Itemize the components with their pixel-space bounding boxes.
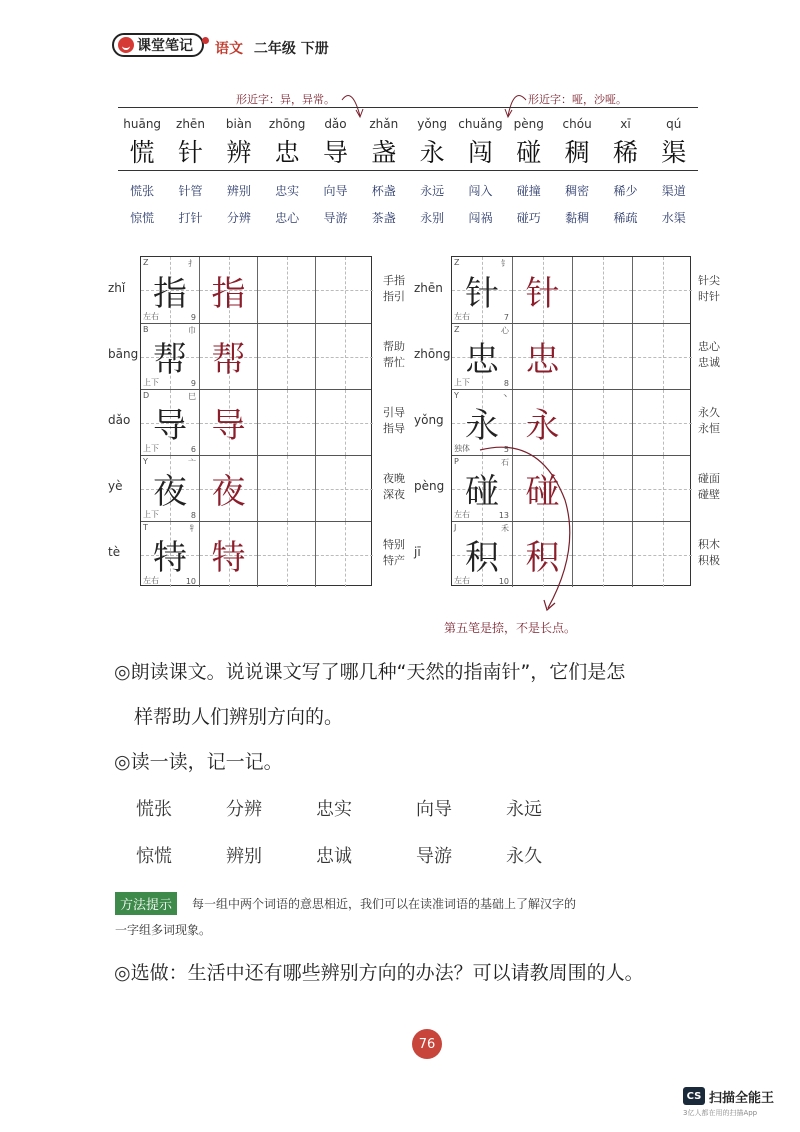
- stroke-count: 10: [498, 577, 509, 586]
- pinyin: zhōng: [268, 117, 306, 131]
- task-1-line-1: [114, 657, 625, 684]
- read-word: 辨别: [226, 846, 262, 867]
- blank-cell[interactable]: [257, 522, 315, 587]
- trace-cell: [199, 324, 257, 389]
- sample-cell: [141, 324, 199, 389]
- initial-letter: P: [454, 457, 459, 466]
- trace-char: 忠: [525, 340, 560, 380]
- volume-label: 下册: [300, 41, 329, 57]
- vocab-char: 慌: [129, 138, 155, 167]
- read-word: 永久: [506, 846, 542, 867]
- blank-cell[interactable]: [315, 324, 373, 389]
- trace-cell: [512, 522, 572, 587]
- writing-grid-left: [140, 256, 372, 586]
- radical: 巳: [188, 392, 196, 401]
- model-char: 永: [465, 406, 499, 446]
- task-2-text: 读一读，记一记。: [130, 751, 283, 773]
- task-3-text: 选做：生活中还有哪些辨别方向的办法？可以请教周围的人。: [130, 962, 644, 984]
- row-words: [383, 273, 405, 305]
- row-pinyin: jī: [414, 545, 421, 559]
- trace-char: 特: [211, 538, 246, 578]
- model-char: 帮: [153, 340, 187, 380]
- blank-cell[interactable]: [632, 324, 692, 389]
- trace-char: 导: [211, 406, 246, 446]
- vocab-pinyin-row: [118, 117, 698, 131]
- sample-cell: [141, 390, 199, 455]
- pinyin: pèng: [513, 117, 544, 131]
- trace-char: 永: [525, 406, 560, 446]
- method-tip-tag: 方法提示: [115, 892, 177, 915]
- task-1-text-a: 朗读课文。说说课文写了哪几种“天然的指南针”，它们是怎: [130, 661, 626, 683]
- vocab-word: 碰撞: [516, 184, 541, 198]
- bullet-icon: ◎: [114, 962, 131, 984]
- row-pinyin: zhōng: [414, 347, 451, 361]
- read-word: 忠诚: [316, 846, 352, 867]
- word: 夜晚: [383, 472, 405, 485]
- trace-cell: [512, 324, 572, 389]
- camscanner-name: 扫描全能王: [709, 1091, 775, 1106]
- trace-char: 碰: [525, 472, 560, 512]
- sample-cell: [452, 257, 512, 323]
- read-word: 分辨: [226, 799, 262, 820]
- vocab-word: 针管: [178, 184, 203, 198]
- sample-cell: [452, 522, 512, 587]
- read-word: 忠实: [316, 799, 352, 820]
- word: 指导: [383, 422, 405, 435]
- vocab-char: 永: [419, 138, 445, 167]
- vocab-word: 惊慌: [130, 211, 155, 225]
- trace-char: 针: [525, 273, 560, 314]
- model-char: 夜: [153, 472, 187, 512]
- structure: 左右: [454, 312, 470, 321]
- task-1-line-2: 样帮助人们辨别方向的。: [134, 706, 344, 728]
- vocab-word: 水渠: [661, 211, 686, 225]
- task-2: [114, 747, 283, 774]
- trace-cell: [512, 390, 572, 455]
- trace-cell: [199, 390, 257, 455]
- method-tip-line-1: 每一组中两个词语的意思相近，我们可以在读准词语的基础上了解汉字的: [192, 897, 577, 911]
- grid-row: [141, 455, 371, 521]
- pinyin: chuǎng: [458, 117, 503, 131]
- row-words: [383, 471, 405, 503]
- stroke-count: 7: [503, 313, 509, 322]
- smile-icon: [118, 37, 134, 53]
- blank-cell[interactable]: [632, 456, 692, 521]
- vocab-words-row-1: [118, 182, 698, 199]
- vocab-word: 碰巧: [516, 211, 541, 225]
- blank-cell[interactable]: [632, 257, 692, 323]
- blank-cell[interactable]: [315, 456, 373, 521]
- grid-row: [452, 455, 690, 521]
- blank-cell[interactable]: [315, 522, 373, 587]
- vocab-char: 稀: [612, 138, 638, 167]
- stroke-count: 6: [190, 445, 196, 454]
- word: 永恒: [698, 422, 720, 435]
- stroke-count: 8: [503, 379, 509, 388]
- blank-cell[interactable]: [632, 522, 692, 587]
- row-words: [698, 471, 720, 503]
- camscanner-tagline: 3亿人都在用的扫描App: [683, 1109, 758, 1117]
- initial-letter: Z: [143, 258, 149, 267]
- vocab-word: 稀疏: [613, 211, 638, 225]
- sample-cell: [452, 324, 512, 389]
- row-words: [698, 339, 720, 371]
- blank-cell[interactable]: [572, 324, 632, 389]
- vocab-word: 永远: [420, 184, 445, 198]
- model-char: 导: [153, 406, 187, 446]
- sample-cell: [452, 456, 512, 521]
- vocab-char: 盏: [371, 138, 397, 167]
- radical: 石: [501, 458, 509, 467]
- word: 指引: [383, 290, 405, 303]
- word: 忠心: [698, 340, 720, 353]
- initial-letter: Y: [454, 391, 459, 400]
- row-words: [383, 537, 405, 569]
- vocab-word: 闯入: [468, 184, 493, 198]
- stroke-count: 8: [190, 511, 196, 520]
- vocab-word: 导游: [323, 211, 348, 225]
- word: 引导: [383, 406, 405, 419]
- vocab-word: 辨别: [226, 184, 251, 198]
- pinyin: chóu: [562, 117, 592, 131]
- vocab-word: 稠密: [565, 184, 590, 198]
- word: 积极: [698, 554, 720, 567]
- vocab-word: 分辨: [226, 211, 251, 225]
- structure: 左右: [143, 576, 159, 585]
- trace-cell: [199, 257, 257, 323]
- vocab-word: 渠道: [661, 184, 686, 198]
- vocab-char: 渠: [661, 138, 687, 167]
- trace-cell: [512, 257, 572, 323]
- structure: 独体: [454, 444, 470, 453]
- word: 帮助: [383, 340, 405, 353]
- trace-char: 帮: [211, 340, 246, 380]
- note-similar-right: 形近字：哑，沙哑。: [528, 93, 627, 106]
- word: 时针: [698, 290, 720, 303]
- row-pinyin: yǒng: [414, 413, 444, 427]
- read-list-row-1: [136, 795, 596, 821]
- vocab-word: 茶盏: [371, 211, 396, 225]
- word: 帮忙: [383, 356, 405, 369]
- trace-char: 积: [525, 538, 560, 578]
- radical: 扌: [188, 259, 196, 268]
- row-words: [383, 339, 405, 371]
- sample-cell: [452, 390, 512, 455]
- vocab-char: 闯: [467, 138, 493, 167]
- blank-cell[interactable]: [257, 390, 315, 455]
- vocab-word: 打针: [178, 211, 203, 225]
- method-tip-line-2: 一字组多词现象。: [115, 923, 212, 937]
- row-words: [698, 537, 720, 569]
- row-pinyin: pèng: [414, 479, 445, 493]
- stroke-count: 5: [503, 445, 509, 454]
- model-char: 碰: [465, 472, 499, 512]
- structure: 上下: [454, 378, 470, 387]
- trace-cell: [512, 456, 572, 521]
- row-words: [383, 405, 405, 437]
- vocab-char: 忠: [274, 138, 300, 167]
- stroke-count: 9: [190, 313, 196, 322]
- vocab-char-row: [118, 133, 698, 169]
- model-char: 忠: [465, 340, 499, 380]
- vocab-word: 稀少: [613, 184, 638, 198]
- read-word: 永远: [506, 799, 542, 820]
- trace-cell: [199, 456, 257, 521]
- pinyin: qú: [666, 117, 682, 131]
- blank-cell[interactable]: [572, 257, 632, 323]
- blank-cell[interactable]: [257, 257, 315, 323]
- model-char: 积: [465, 538, 499, 578]
- mid-rule: [118, 170, 698, 171]
- row-pinyin: tè: [108, 545, 121, 559]
- vocab-char: 导: [322, 138, 348, 167]
- badge-title: 课堂笔记: [137, 38, 193, 54]
- grid-row: [452, 389, 690, 455]
- row-pinyin: dǎo: [108, 413, 131, 427]
- vocab-word: 黏稠: [565, 211, 590, 225]
- pinyin: zhǎn: [369, 117, 399, 131]
- grid-row: [141, 521, 371, 587]
- initial-letter: B: [143, 325, 149, 334]
- note-similar-left: 形近字：异，异常。: [236, 93, 335, 106]
- initial-letter: D: [143, 391, 150, 400]
- trace-char: 夜: [211, 472, 246, 512]
- read-word: 惊慌: [136, 846, 172, 867]
- word: 积木: [698, 538, 720, 551]
- vocab-char: 碰: [516, 138, 542, 167]
- bullet-icon: ◎: [114, 751, 131, 773]
- dot-icon: [202, 37, 209, 44]
- structure: 上下: [143, 378, 159, 387]
- stroke-count: 13: [498, 511, 509, 520]
- header-badge: [112, 33, 204, 57]
- row-pinyin: bāng: [108, 347, 139, 361]
- blank-cell[interactable]: [257, 324, 315, 389]
- trace-char: 指: [211, 273, 246, 314]
- writing-grid-right: [451, 256, 691, 586]
- grid-row: [452, 521, 690, 587]
- vocab-word: 杯盏: [371, 184, 396, 198]
- initial-letter: Z: [454, 325, 460, 334]
- word: 碰面: [698, 472, 720, 485]
- radical: 丶: [501, 392, 509, 401]
- row-words: [698, 405, 720, 437]
- row-words: [698, 273, 720, 305]
- sample-cell: [141, 456, 199, 521]
- grid-row: [141, 389, 371, 455]
- initial-letter: Z: [454, 258, 460, 267]
- pinyin: huāng: [123, 117, 162, 131]
- structure: 左右: [143, 312, 159, 321]
- vocab-word: 忠实: [275, 184, 300, 198]
- vocab-word: 永别: [420, 211, 445, 225]
- blank-cell[interactable]: [257, 456, 315, 521]
- top-rule: [118, 107, 698, 108]
- vocab-char: 稠: [564, 138, 590, 167]
- radical: 钅: [501, 259, 509, 268]
- word: 特别: [383, 538, 405, 551]
- grid-row: [141, 257, 371, 323]
- bullet-icon: ◎: [114, 661, 131, 683]
- radical: 巾: [188, 326, 196, 335]
- row-pinyin: zhǐ: [108, 281, 126, 295]
- pinyin: zhēn: [176, 117, 205, 131]
- vocab-word: 慌张: [130, 184, 155, 198]
- word: 深夜: [383, 488, 405, 501]
- stroke-note: 第五笔是捺，不是长点。: [444, 621, 577, 635]
- grade-label: 二年级: [253, 41, 296, 57]
- pinyin: xī: [620, 117, 631, 131]
- structure: 上下: [143, 510, 159, 519]
- initial-letter: Y: [143, 457, 148, 466]
- grid-row: [452, 257, 690, 323]
- grid-row: [141, 323, 371, 389]
- radical: 牜: [188, 524, 196, 533]
- stroke-count: 9: [190, 379, 196, 388]
- pinyin: yǒng: [417, 117, 447, 131]
- radical: 亠: [188, 458, 196, 467]
- initial-letter: J: [454, 523, 457, 532]
- row-pinyin: zhēn: [414, 281, 443, 295]
- word: 忠诚: [698, 356, 720, 369]
- stroke-count: 10: [185, 577, 196, 586]
- initial-letter: T: [143, 523, 148, 532]
- structure: 左右: [454, 576, 470, 585]
- read-word: 导游: [416, 846, 452, 867]
- read-word: 向导: [416, 799, 452, 820]
- vocab-word: 忠心: [275, 211, 300, 225]
- word: 针尖: [698, 274, 720, 287]
- vocab-words-row-2: [118, 209, 698, 226]
- read-word: 慌张: [136, 799, 172, 820]
- vocab-word: 向导: [323, 184, 348, 198]
- structure: 上下: [143, 444, 159, 453]
- task-3: [114, 958, 644, 985]
- word: 手指: [383, 274, 405, 287]
- sample-cell: [141, 257, 199, 323]
- vocab-char: 辨: [226, 138, 252, 167]
- vocab-word: 闯祸: [468, 211, 493, 225]
- word: 特产: [383, 554, 405, 567]
- model-char: 指: [153, 273, 187, 314]
- sample-cell: [141, 522, 199, 587]
- vocab-char: 针: [177, 138, 203, 167]
- word: 永久: [698, 406, 720, 419]
- radical: 心: [501, 326, 509, 335]
- blank-cell[interactable]: [632, 390, 692, 455]
- page-number: 76: [412, 1029, 442, 1059]
- radical: 禾: [501, 524, 509, 533]
- camscanner-logo: CS: [683, 1087, 705, 1105]
- structure: 左右: [454, 510, 470, 519]
- grid-row: [452, 323, 690, 389]
- blank-cell[interactable]: [315, 390, 373, 455]
- model-char: 特: [153, 538, 187, 578]
- blank-cell[interactable]: [315, 257, 373, 323]
- model-char: 针: [465, 273, 499, 314]
- read-list-row-2: [136, 842, 596, 868]
- row-pinyin: yè: [108, 479, 123, 493]
- subject-label: 语文: [215, 41, 243, 57]
- trace-cell: [199, 522, 257, 587]
- header-subtitle: [215, 38, 329, 58]
- pinyin: biàn: [225, 117, 252, 131]
- pinyin: dǎo: [324, 117, 347, 131]
- word: 碰壁: [698, 488, 720, 501]
